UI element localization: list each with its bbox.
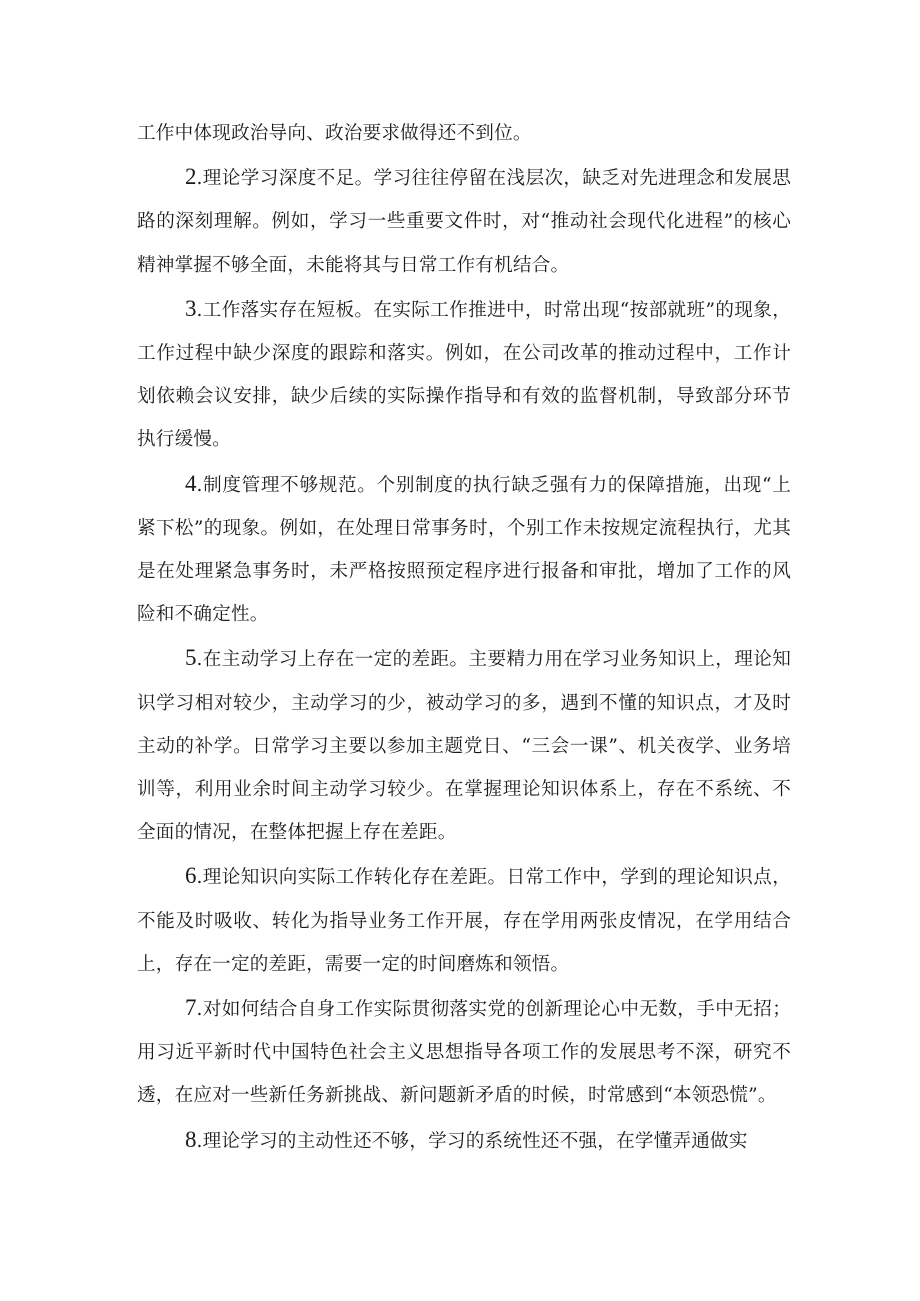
list-item [137,155,791,287]
item-text: .工作落实存在短板。在实际工作推进中，时常出现“按部就班”的现象，工作过程中缺少深度的跟踪和落实。例如，在公司改革的推动过程中，工作计划依赖会议安排，缺少后续的实际操作指导和有效的监督机制，导致部分环节执行缓慢。 [137,299,791,451]
list-item [137,287,791,462]
item-number: 5 [185,645,197,671]
item-text: .理论学习深度不足。学习往往停留在浅层次，缺乏对先进理念和发展思路的深刻理解。例如，学习一些重要文件时，对“推动社会现代化进程”的核心精神掌握不够全面，未能将其与日常工作有机结合。 [137,168,791,276]
item-number: 2 [185,164,197,190]
item-number: 6 [185,863,197,889]
item-text: .理论学习的主动性还不够，学习的系统性还不强，在学懂弄通做实 [196,1130,748,1152]
item-number: 7 [185,995,197,1021]
lead-paragraph-text: 工作中体现政治导向、政治要求做得还不到位。 [137,123,532,144]
item-text: .在主动学习上存在一定的差距。主要精力用在学习业务知识上，理论知识学习相对较少，主动学习的少，被动学习的多，遇到不懂的知识点，才及时主动的补学。日常学习主要以参加主题党日、“三会一课”、机关夜学、业务培训等，利用业余时间主动学习较少。在掌握理论知识体系上，存在不系统、不全面的情况，在整体把握上存在差距。 [137,649,791,844]
list-item [137,1118,791,1163]
item-text: .制度管理不够规范。个别制度的执行缺乏强有力的保障措施，出现“上紧下松”的现象。例如，在处理日常事务时，个别工作未按规定流程执行，尤其是在处理紧急事务时，未严格按照预定程序进行报备和审批，增加了工作的风险和不确定性。 [137,474,791,626]
item-number: 3 [185,295,197,321]
document-body [137,112,791,1163]
item-text: .对如何结合自身工作实际贯彻落实党的创新理论心中无数，手中无招；用习近平新时代中国特色社会主义思想指导各项工作的发展思考不深，研究不透，在应对一些新任务新挑战、新问题新矛盾的时候，时常感到“本领恐慌”。 [137,999,791,1107]
list-item [137,462,791,637]
list-item [137,986,791,1118]
lead-paragraph [137,112,791,155]
list-item [137,636,791,854]
item-number: 4 [185,470,197,496]
list-item [137,854,791,986]
item-number: 8 [185,1126,197,1152]
item-text: .理论知识向实际工作转化存在差距。日常工作中，学到的理论知识点，不能及时吸收、转化为指导业务工作开展，存在学用两张皮情况，在学用结合上，存在一定的差距，需要一定的时间磨炼和领悟。 [137,867,791,975]
